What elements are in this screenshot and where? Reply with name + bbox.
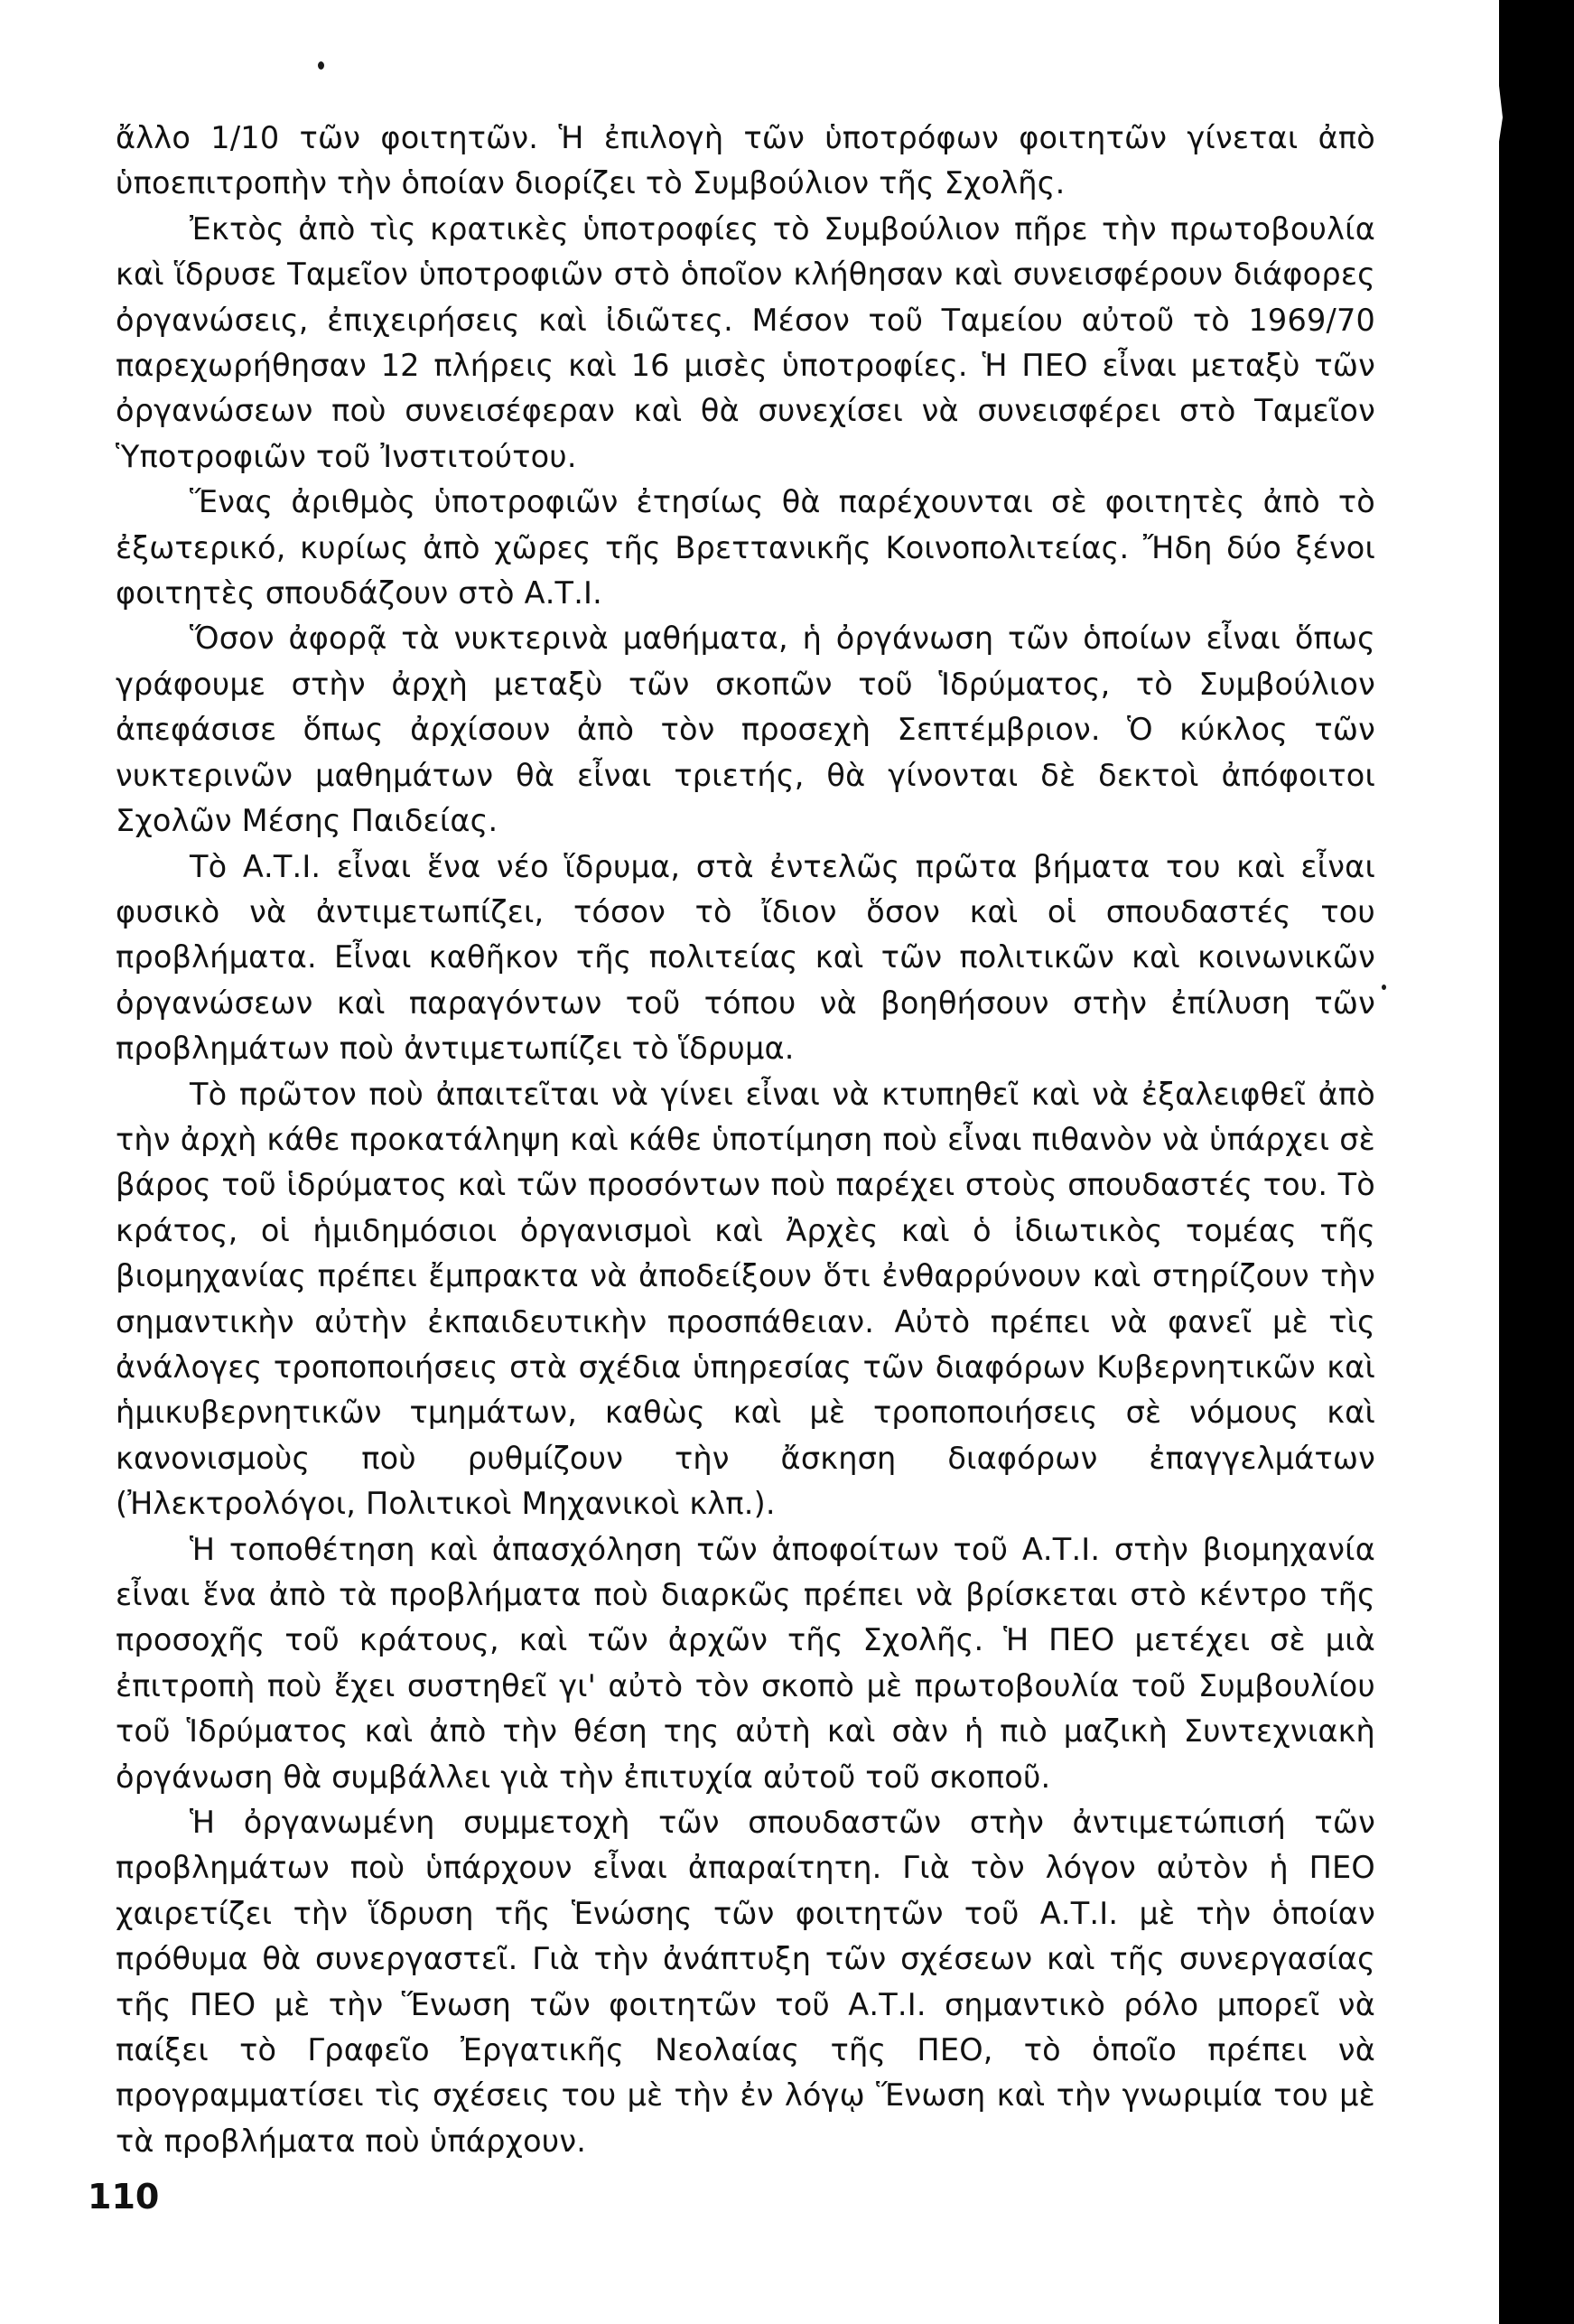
paragraph-4: Ὅσον ἀφορᾷ τὰ νυκτερινὰ μαθήματα, ἡ ὀργάνωση τῶν ὁποίων εἶναι ὅπως γράφουμε στὴν ἀρχὴ μεταξὺ τῶν σκοπῶν τοῦ Ἱδρύματος, τὸ Συμβούλιον ἀπεφάσισε ὅπως ἀρχίσουν ἀπὸ τὸν προσεχὴ Σεπτέμβριον. Ὁ κύκλος τῶν νυκτερινῶν μαθημάτων θὰ εἶναι τριετής, θὰ γίνονται δὲ δεκτοὶ ἀπόφοιτοι Σχολῶν Μέσης Παιδείας. <box>116 621 1375 839</box>
paragraph-3: Ἕνας ἀριθμὸς ὑποτροφιῶν ἐτησίως θὰ παρέχουνται σὲ φοιτητὲς ἀπὸ τὸ ἐξωτερικό, κυρίως ἀπὸ χῶρες τῆς Βρεττανικῆς Κοινοπολιτείας. Ἤδη δύο ξένοι φοιτητὲς σπουδάζουν στὸ Α.Τ.Ι. <box>116 484 1375 611</box>
paragraph-1: ἄλλο 1/10 τῶν φοιτητῶν. Ἡ ἐπιλογὴ τῶν ὑποτρόφων φοιτητῶν γίνεται ἀπὸ ὑποεπιτροπὴν τὴν ὁποίαν διορίζει τὸ Συμβούλιον τῆς Σχολῆς. <box>116 120 1375 201</box>
paragraph-8: Ἡ ὀργανωμένη συμμετοχὴ τῶν σπουδαστῶν στὴν ἀντιμετώπισή τῶν προβλημάτων ποὺ ὑπάρχουν εἶναι ἀπαραίτητη. Γιὰ τὸν λόγον αὐτὸν ἡ ΠΕΟ χαιρετίζει τὴν ἵδρυση τῆς Ἑνώσης τῶν φοιτητῶν τοῦ Α.Τ.Ι. μὲ τὴν ὁποίαν πρόθυμα θὰ συνεργαστεῖ. Γιὰ τὴν ἀνάπτυξη τῶν σχέσεων καὶ τῆς συνεργασίας τῆς ΠΕΟ μὲ τὴν Ἕνωση τῶν φοιτητῶν τοῦ Α.Τ.Ι. σημαντικὸ ρόλο μπορεῖ νὰ παίξει τὸ Γραφεῖο Ἐργατικῆς Νεολαίας τῆς ΠΕΟ, τὸ ὁποῖο πρέπει νὰ προγραμματίσει τὶς σχέσεις του μὲ τὴν ἐν λόγῳ Ἕνωση καὶ τὴν γνωριμία του μὲ τὰ προβλήματα ποὺ ὑπάρχουν. <box>116 1805 1375 2159</box>
paragraph-7: Ἡ τοποθέτηση καὶ ἀπασχόληση τῶν ἀποφοίτων τοῦ Α.Τ.Ι. στὴν βιομηχανία εἶναι ἕνα ἀπὸ τὰ προβλήματα ποὺ διαρκῶς πρέπει νὰ βρίσκεται στὸ κέντρο τῆς προσοχῆς τοῦ κράτους, καὶ τῶν ἀρχῶν τῆς Σχολῆς. Ἡ ΠΕΟ μετέχει σὲ μιὰ ἐπιτροπὴ ποὺ ἔχει συστηθεῖ γι' αὐτὸ τὸν σκοπὸ μὲ πρωτοβουλία τοῦ Συμβουλίου τοῦ Ἱδρύματος καὶ ἀπὸ τὴν θέση της αὐτὴ καὶ σὰν ἡ πιὸ μαζικὴ Συντεχνιακὴ ὀργάνωση θὰ συμβάλλει γιὰ τὴν ἐπιτυχία αὐτοῦ τοῦ σκοποῦ. <box>116 1531 1375 1795</box>
torn-page-edge <box>1409 0 1574 2324</box>
paragraph-6: Τὸ πρῶτον ποὺ ἀπαιτεῖται νὰ γίνει εἶναι νὰ κτυπηθεῖ καὶ νὰ ἐξαλειφθεῖ ἀπὸ τὴν ἀρχὴ κάθε προκατάληψη καὶ κάθε ὑποτίμηση ποὺ εἶναι πιθανὸν νὰ ὑπάρχει σὲ βάρος τοῦ ἱδρύματος καὶ τῶν προσόντων ποὺ παρέχει στοὺς σπουδαστές του. Τὸ κράτος, οἱ ἡμιδημόσιοι ὀργανισμοὶ καὶ Ἀρχὲς καὶ ὁ ἰδιωτικὸς τομέας τῆς βιομηχανίας πρέπει ἔμπρακτα νὰ ἀποδείξουν ὅτι ἐνθαρρύνουν καὶ στηρίζουν τὴν σημαντικὴν αὐτὴν ἐκπαιδευτικὴν προσπάθειαν. Αὐτὸ πρέπει νὰ φανεῖ μὲ τὶς ἀνάλογες τροποποιήσεις στὰ σχέδια ὑπηρεσίας τῶν διαφόρων Κυβερνητικῶν καὶ ἡμικυβερνητικῶν τμημάτων, καθὼς καὶ μὲ τροποποιήσεις σὲ νόμους καὶ κανονισμοὺς ποὺ ρυθμίζουν τὴν ἄσκηση διαφόρων ἐπαγγελμάτων (Ἠλεκτρολόγοι, Πολιτικοὶ Μηχανικοὶ κλπ.). <box>116 1076 1375 1522</box>
body-text <box>116 116 1375 2164</box>
page-number: 110 <box>88 2177 160 2217</box>
scan-speck <box>1382 985 1386 990</box>
paragraph-5: Τὸ Α.Τ.Ι. εἶναι ἕνα νέο ἵδρυμα, στὰ ἐντελῶς πρῶτα βήματα του καὶ εἶναι φυσικὸ νὰ ἀντιμετωπίζει, τόσον τὸ ἴδιον ὅσον καὶ οἱ σπουδαστές του προβλήματα. Εἶναι καθῆκον τῆς πολιτείας καὶ τῶν πολιτικῶν καὶ κοινωνικῶν ὀργανώσεων καὶ παραγόντων τοῦ τόπου νὰ βοηθήσουν στὴν ἐπίλυση τῶν προβλημάτων ποὺ ἀντιμετωπίζει τὸ ἵδρυμα. <box>116 848 1375 1067</box>
paragraph-2: Ἐκτὸς ἀπὸ τὶς κρατικὲς ὑποτροφίες τὸ Συμβούλιον πῆρε τὴν πρωτοβουλία καὶ ἵδρυσε Ταμεῖον ὑποτροφιῶν στὸ ὁποῖον κλήθησαν καὶ συνεισφέρουν διάφορες ὀργανώσεις, ἐπιχειρήσεις καὶ ἰδιῶτες. Μέσον τοῦ Ταμείου αὐτοῦ τὸ 1969/70 παρεχωρήθησαν 12 πλήρεις καὶ 16 μισὲς ὑποτροφίες. Ἡ ΠΕΟ εἶναι μεταξὺ τῶν ὀργανώσεων ποὺ συνεισέφεραν καὶ θὰ συνεχίσει νὰ συνεισφέρει στὸ Ταμεῖον Ὑποτροφιῶν τοῦ Ἰνστιτούτου. <box>116 210 1375 474</box>
scan-speck <box>318 61 324 70</box>
